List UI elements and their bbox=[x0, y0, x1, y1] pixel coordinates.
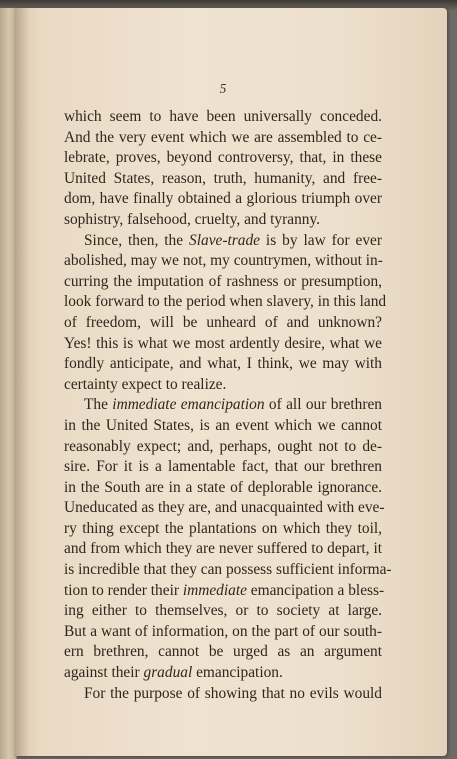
italic-phrase: Slave-trade bbox=[189, 231, 260, 249]
text-line: sophistry, falsehood, cruelty, and tyranny. bbox=[64, 210, 321, 228]
text-segment: of all our brethren bbox=[264, 396, 382, 414]
text-line: ern brethren, cannot be urged as an argument bbox=[64, 643, 382, 661]
text-line: is incredible that they can possess sufficient informa- bbox=[64, 561, 392, 579]
text-segment: Since, then, the bbox=[84, 231, 190, 249]
text-line: But a want of information, on the part of our south- bbox=[64, 622, 382, 640]
text-line bbox=[64, 231, 382, 252]
italic-phrase: gradual bbox=[143, 664, 193, 682]
text-line: United States, reason, truth, humanity, and free- bbox=[64, 169, 382, 187]
text-segment: tion to render their bbox=[64, 581, 183, 599]
text-line: sire. For it is a lamentable fact, that our brethren bbox=[64, 458, 382, 476]
text-line: And the very event which we are assembled to ce- bbox=[64, 128, 382, 146]
page-number: 5 bbox=[219, 81, 227, 96]
text-line: in the United States, is an event which we cannot bbox=[64, 416, 382, 434]
text-line: ing either to themselves, or to society at large. bbox=[64, 602, 382, 620]
text-line: lebrate, proves, beyond controversy, that, in these bbox=[64, 149, 382, 167]
text-line: which seem to have been universally conceded. bbox=[64, 108, 382, 125]
text-segment: emancipation a bless- bbox=[246, 581, 385, 599]
text-line: fondly anticipate, and what, I think, we may with bbox=[64, 355, 382, 373]
text-line: in the South are in a state of deplorable ignorance. bbox=[64, 478, 382, 496]
text-line: Uneducated as they are, and unacquainted with eve- bbox=[64, 499, 385, 517]
text-segment: The bbox=[84, 396, 113, 414]
text-line: and from which they are never suffered to depart, it bbox=[64, 540, 382, 558]
text-line: reasonably expect; and, perhaps, ought not to de- bbox=[64, 437, 382, 455]
text-line: of freedom, will be unheard of and unknown? bbox=[64, 313, 382, 331]
text-line: dom, have finally obtained a glorious triumph over bbox=[64, 190, 382, 208]
text-line: look forward to the period when slavery, in this land bbox=[64, 293, 387, 311]
text-segment: emancipation. bbox=[192, 664, 283, 682]
text-line: ry thing except the plantations on which they toil, bbox=[64, 519, 382, 537]
text-line: abolished, may we not, my countrymen, without in- bbox=[64, 252, 383, 270]
italic-phrase: immediate emancipation bbox=[112, 396, 265, 414]
text-line: Yes! this is what we most ardently desire, what we bbox=[64, 334, 382, 352]
text-line bbox=[64, 395, 382, 416]
text-line: certainty expect to realize. bbox=[64, 375, 227, 393]
text-line bbox=[64, 581, 385, 602]
italic-phrase: immediate bbox=[182, 581, 247, 599]
text-segment: is by law for ever bbox=[259, 231, 383, 249]
text-line: For the purpose of showing that no evils would bbox=[84, 684, 382, 702]
text-line bbox=[64, 663, 382, 684]
spine-shadow bbox=[15, 8, 29, 756]
text-segment: against their bbox=[64, 664, 144, 682]
body-text bbox=[64, 107, 392, 704]
text-line: curring the imputation of rashness or presumption, bbox=[64, 272, 382, 290]
